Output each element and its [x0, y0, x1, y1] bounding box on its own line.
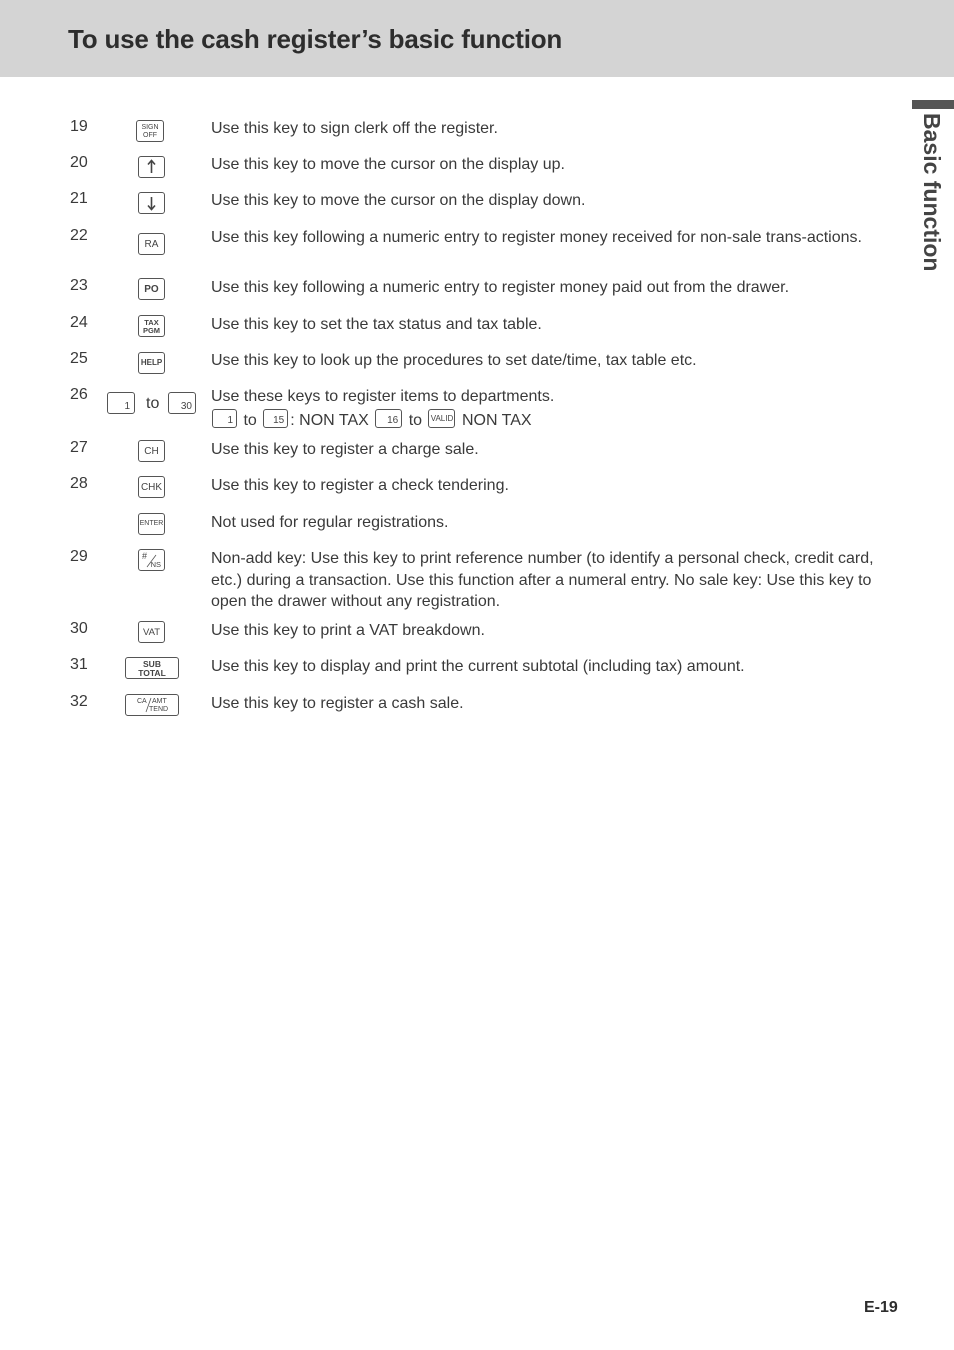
key-cell	[104, 314, 198, 344]
chk-key-icon	[138, 476, 165, 498]
key-cell	[104, 118, 198, 148]
key-line-2: OFF	[143, 132, 157, 139]
key-bottom-label: NS	[150, 559, 161, 569]
row-description: Use this key to move the cursor on the display up.	[211, 156, 565, 173]
department-key-1-icon	[107, 392, 135, 414]
cash-amount-tendered-key-icon	[125, 694, 179, 716]
department-key-16-icon	[375, 409, 402, 428]
key-line-1: SUB	[143, 659, 161, 669]
row-number: 30	[70, 620, 88, 637]
row-number: 23	[70, 277, 88, 294]
row-description: Use this key to print a VAT breakdown.	[211, 622, 485, 639]
row-description: Not used for regular registrations.	[211, 514, 449, 531]
up-arrow-key-icon	[138, 156, 165, 178]
to-word: to	[408, 411, 423, 429]
key-cell	[104, 350, 198, 380]
row-description: Use this key to display and print the current subtotal (including tax) amount.	[211, 658, 745, 675]
row-description: Non-add key: Use this key to print reference number (to identify a personal check, credit card, etc.) during a transaction. Use this function after a numeral entry. No sale key: Use this key to open the drawer without any registration.	[211, 550, 874, 610]
key-label: HELP	[140, 358, 163, 367]
tax-pgm-key-icon	[138, 315, 165, 337]
key-label: VAT	[142, 627, 161, 638]
key-cell	[104, 475, 198, 505]
row-number: 26	[70, 386, 88, 403]
to-word: to	[243, 411, 257, 429]
help-key-icon	[138, 352, 165, 374]
side-tab	[912, 100, 954, 300]
department-key-15-icon	[263, 409, 288, 428]
row-description: Use this key following a numeric entry to register money received for non-sale trans-actions.	[211, 229, 862, 246]
row-description: Use this key to register a charge sale.	[211, 441, 479, 458]
key-top-label: CA	[137, 698, 147, 705]
ra-key-icon	[138, 233, 165, 255]
key-label: 15	[273, 415, 285, 427]
row-number: 19	[70, 118, 88, 135]
key-cell	[104, 620, 198, 650]
row-description-block	[211, 386, 883, 431]
key-cell	[104, 190, 198, 220]
non-tax-label: : NON TAX	[290, 411, 369, 429]
row-number: 21	[70, 190, 88, 207]
key-label: ENTER	[139, 520, 164, 527]
row-description: Use this key to set the tax status and tax table.	[211, 316, 542, 333]
row-description: Use these keys to register items to departments.	[211, 388, 555, 405]
side-tab-bar	[912, 100, 954, 109]
vat-key-icon	[138, 621, 165, 643]
ch-key-icon	[138, 440, 165, 462]
key-bottom-label: TEND	[149, 706, 169, 713]
enter-key-icon	[138, 513, 165, 535]
row-number: 28	[70, 475, 88, 492]
key-label: CHK	[140, 482, 163, 493]
key-label: VALID	[430, 414, 454, 424]
non-tax-label: NON TAX	[461, 411, 532, 429]
page-title: To use the cash register’s basic function	[68, 24, 563, 54]
key-label: 1	[227, 415, 233, 427]
key-line-2: PGM	[142, 326, 161, 335]
up-arrow-icon	[139, 157, 164, 177]
key-cell	[104, 154, 198, 184]
key-cell	[104, 693, 198, 723]
sign-off-key-icon	[136, 120, 164, 142]
row-description: Use this key to move the cursor on the display down.	[211, 192, 586, 209]
number-no-sale-key-icon	[138, 549, 165, 571]
row-description: Use this key to look up the procedures to set date/time, tax table etc.	[211, 352, 697, 369]
side-tab-label: Basic function	[919, 113, 945, 272]
department-range-line	[211, 410, 883, 432]
key-cell	[104, 512, 198, 542]
page-number: E-19	[864, 1299, 898, 1316]
key-cell	[104, 227, 198, 257]
down-arrow-icon	[139, 193, 164, 213]
key-cell	[104, 277, 198, 307]
key-label: 1	[124, 401, 130, 412]
subtotal-key-icon	[125, 657, 179, 679]
key-line-2: TOTAL	[138, 668, 166, 678]
row-description: Use this key to sign clerk off the register.	[211, 120, 498, 137]
row-description: Use this key to register a cash sale.	[211, 695, 464, 712]
row-number: 24	[70, 314, 88, 331]
row-number: 20	[70, 154, 88, 171]
down-arrow-key-icon	[138, 192, 165, 214]
row-number: 27	[70, 439, 88, 456]
key-top-label: #	[142, 551, 148, 561]
key-cell	[104, 386, 198, 420]
row-description: Use this key following a numeric entry to register money paid out from the drawer.	[211, 279, 790, 296]
row-number: 25	[70, 350, 88, 367]
department-key-30-icon	[168, 392, 196, 414]
key-line-1: TAX	[144, 318, 159, 327]
row-number: 31	[70, 656, 88, 673]
key-cell	[104, 656, 198, 686]
key-cell	[104, 548, 198, 578]
valid-key-icon	[428, 409, 455, 428]
row-number: 29	[70, 548, 88, 565]
key-label: CH	[144, 446, 159, 457]
key-label: 30	[180, 401, 192, 412]
key-line-1: SIGN	[141, 124, 159, 131]
key-label: PO	[144, 284, 159, 295]
key-label: 16	[387, 415, 399, 427]
key-label: RA	[144, 239, 159, 250]
row-number: 22	[70, 227, 88, 244]
department-key-1-icon	[212, 409, 237, 428]
po-key-icon	[138, 278, 165, 300]
to-word: to	[146, 395, 160, 412]
key-cell	[104, 439, 198, 469]
row-number: 32	[70, 693, 88, 710]
row-description: Use this key to register a check tendering.	[211, 477, 509, 494]
key-top-label-2: AMT	[152, 698, 167, 705]
